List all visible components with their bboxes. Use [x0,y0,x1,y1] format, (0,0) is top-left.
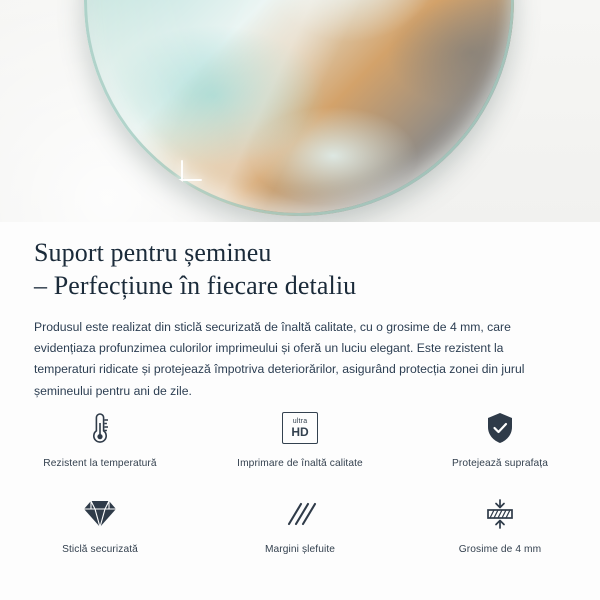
ultra-hd-badge-bottom: HD [291,425,309,439]
page-title [0,222,600,303]
feature-label: Protejează suprafața [451,458,548,469]
feature-label: Margini șlefuite [264,544,336,555]
feature-label: Sticlă securizată [62,544,138,555]
page-title-line-1: Suport pentru șemineu [34,238,272,267]
hero-image [0,0,600,222]
shield-check-icon [477,406,523,450]
polished-edges-icon [277,492,323,536]
diamond-icon [77,492,123,536]
ultra-hd-badge-top: ultra [292,418,308,425]
feature-label: Imprimare de înaltă calitate [237,458,363,469]
feature-item-print-quality [200,402,400,480]
page-title-line-2: – Perfecțiune în fiecare detaliu [34,271,357,301]
feature-item-surface-protection [400,402,600,480]
feature-label: Grosime de 4 mm [458,544,542,555]
feature-item-temperature [0,402,200,480]
text-content [0,222,600,402]
feature-label: Rezistent la temperatură [43,458,157,469]
body-paragraph: Produsul este realizat din sticlă securizată de înaltă calitate, cu o grosime de 4 mm, care evidențiaza profunzimea culorilor imprimeului și oferă un luciu elegant. Este rezistent la temperaturi ridicate și protejează împotriva deteriorărilor, asigurând protecția zonei din jurul șemineului pentru ani de zile. [34,319,525,398]
feature-item-thickness [400,488,600,566]
thermometer-icon [77,406,123,450]
feature-grid [0,402,600,566]
feature-item-polished-edges [200,488,400,566]
ultra-hd-icon [277,406,323,450]
feature-item-tempered-glass [0,488,200,566]
thickness-arrows-icon [477,492,523,536]
round-glass-fireplace-panel [84,0,514,216]
